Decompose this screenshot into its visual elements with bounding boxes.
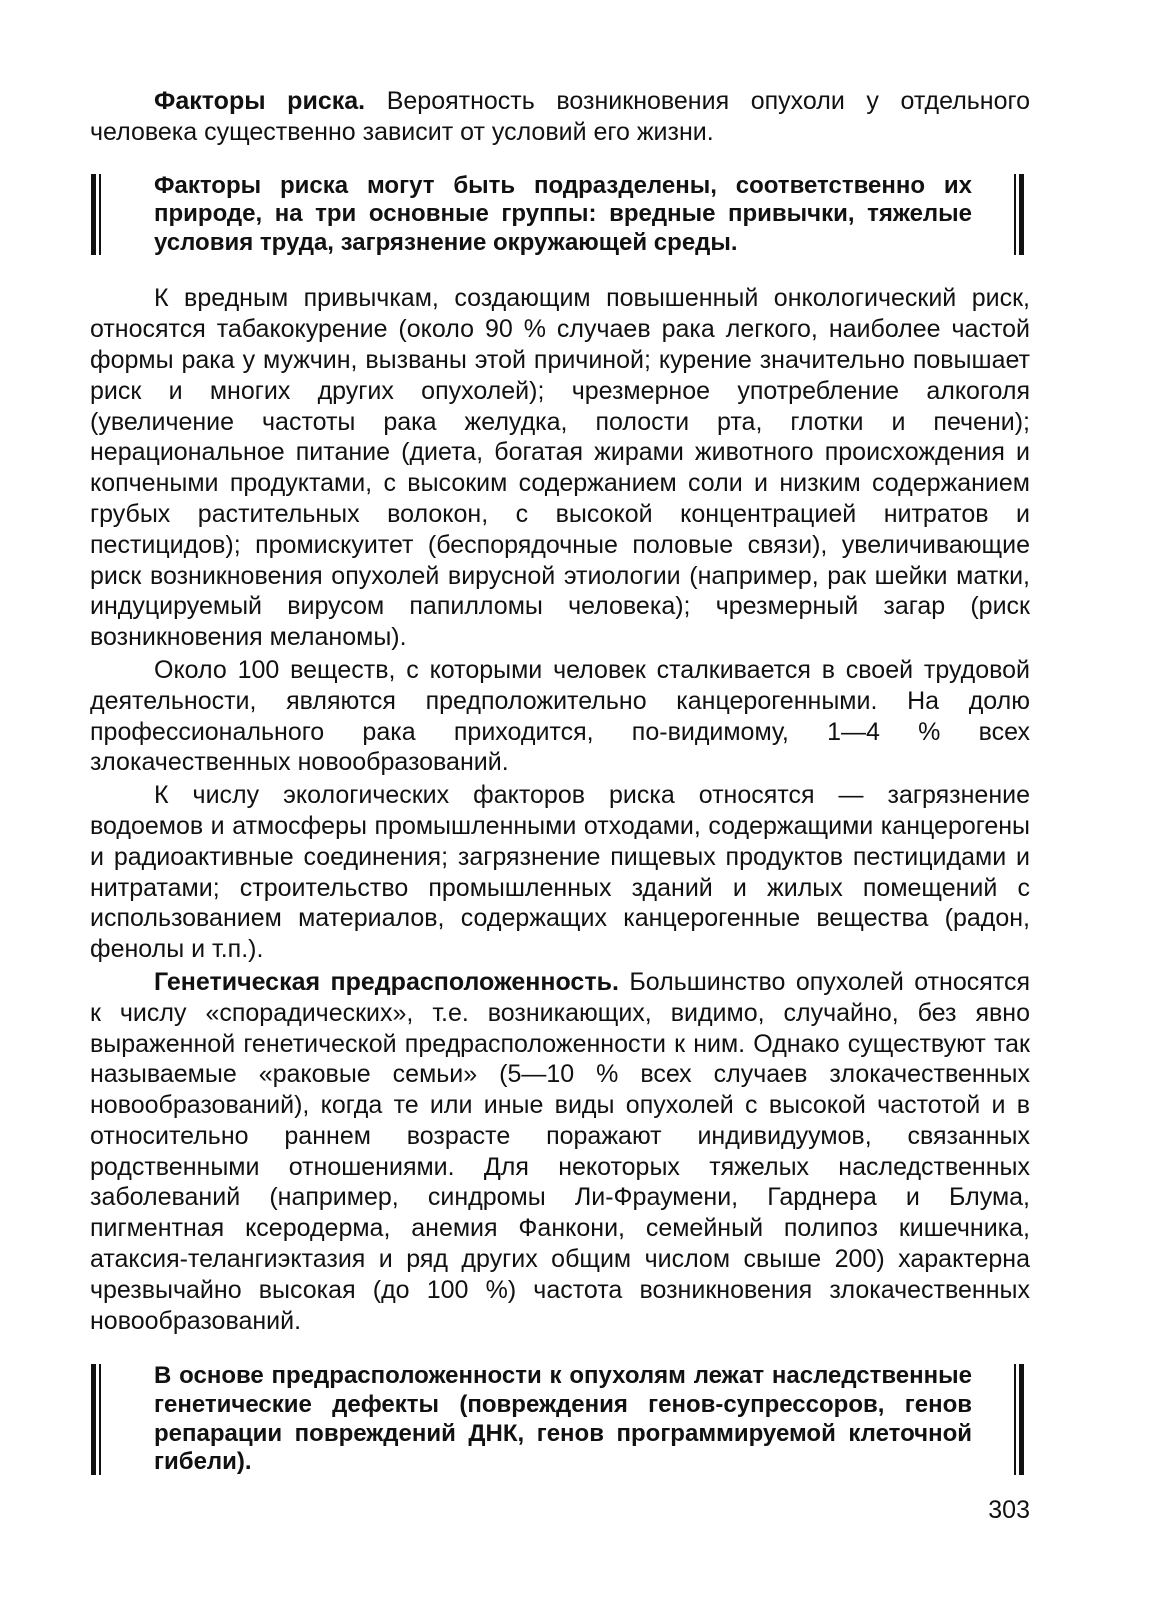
genetic-text: Большинство опухолей относятся к числу «спорадических», т.е. возникающих, видимо, случайно, без явно выраженной генетической предрасположенности к ним. Однако существуют так называемые «раковые семьи» (5—10 % всех случаев злокачественных новообразований), когда те или иные виды опухолей с высокой частотой и в относительно раннем возрасте поражают индивидуумов, связанных родственными отношениями. Для некоторых тяжелых наследственных заболеваний (например, синдромы Ли-Фраумени, Гарднера и Блума, пигментная ксеродерма, анемия Фанкони, семейный полипоз кишечника, атаксия-телангиэктазия и ряд других общим числом свыше 200) характерна чрезвычайно высокая (до 100 %) частота возникновения злокачественных новообразований. xyxy=(90,967,1031,1335)
occupational-paragraph: Около 100 веществ, с которыми человек сталкивается в своей трудовой деятельности, являются предположительно канцерогенными. На долю профессионального рака приходится, по-видимому, 1—4 % всех злокачественных новообразований. xyxy=(90,655,1030,777)
callout-left-bar-thin xyxy=(99,1364,101,1474)
callout-left-bar xyxy=(91,1364,96,1474)
ecological-paragraph: К числу экологических факторов риска относятся — загрязнение водоемов и атмосферы промышленными отходами, содержащими канцерогены и радиоактивные соединения; загрязнение пищевых продуктов пестицидами и нитратами; строительство промышленных зданий и жилых помещений с использованием материалов, содержащих канцерогенные вещества (радон, фенолы и т.п.). xyxy=(90,781,1030,964)
genetic-heading: Генетическая предрасположенность. xyxy=(154,967,619,996)
callout-left-bar-thin xyxy=(99,174,101,256)
habits-paragraph: К вредным привычкам, создающим повышенный онкологический риск, относятся табакокурение (около 90 % случаев рака легкого, наиболее частой формы рака у мужчин, вызваны этой причиной; курение значительно повышает риск и многих других опухолей); чрезмерное употребление алкоголя (увеличение частоты рака желудка, полости рта, глотки и печени); нерациональное питание (диета, богатая жирами животного происхождения и копчеными продуктами, с высоким содержанием соли и низким содержанием грубых растительных волокон, с высокой концентрацией нитратов и пестицидов); промискуитет (беспорядочные половые связи), увеличивающие риск возникновения опухолей вирусной этиологии (например, рак шейки матки, индуцируемый вирусом папилломы человека); чрезмерный загар (риск возникновения меланомы). xyxy=(90,284,1030,652)
callout-risk-groups-text: Факторы риска могут быть подразделены, соответственно их природе, на три основные группы: вредные привычки, тяжелые условия труда, загрязнение окружающей среды. xyxy=(154,171,972,256)
callout-genetic-defects xyxy=(90,1362,1030,1476)
callout-right-bar xyxy=(1019,174,1024,256)
intro-heading: Факторы риска. xyxy=(154,87,366,115)
intro-text: Вероятность возникновения опухоли у отдельного человека существенно зависит от условий его жизни. xyxy=(90,87,1030,146)
callout-right-bar-thin xyxy=(1014,1364,1016,1474)
intro-paragraph xyxy=(90,86,1030,148)
page-body xyxy=(90,86,1030,1477)
callout-right-bar xyxy=(1019,1364,1024,1474)
genetic-paragraph xyxy=(90,967,1030,1337)
callout-right-bar-thin xyxy=(1014,174,1016,256)
callout-risk-groups xyxy=(90,172,1030,258)
callout-genetic-defects-text: В основе предрасположенности к опухолям лежат наследственные генетические дефекты (повреждения генов-супрессоров, генов репарации повреждений ДНК, генов программируемой клеточной гибели). xyxy=(154,1362,972,1476)
page-number: 303 xyxy=(988,1496,1030,1524)
callout-left-bar xyxy=(91,174,96,256)
